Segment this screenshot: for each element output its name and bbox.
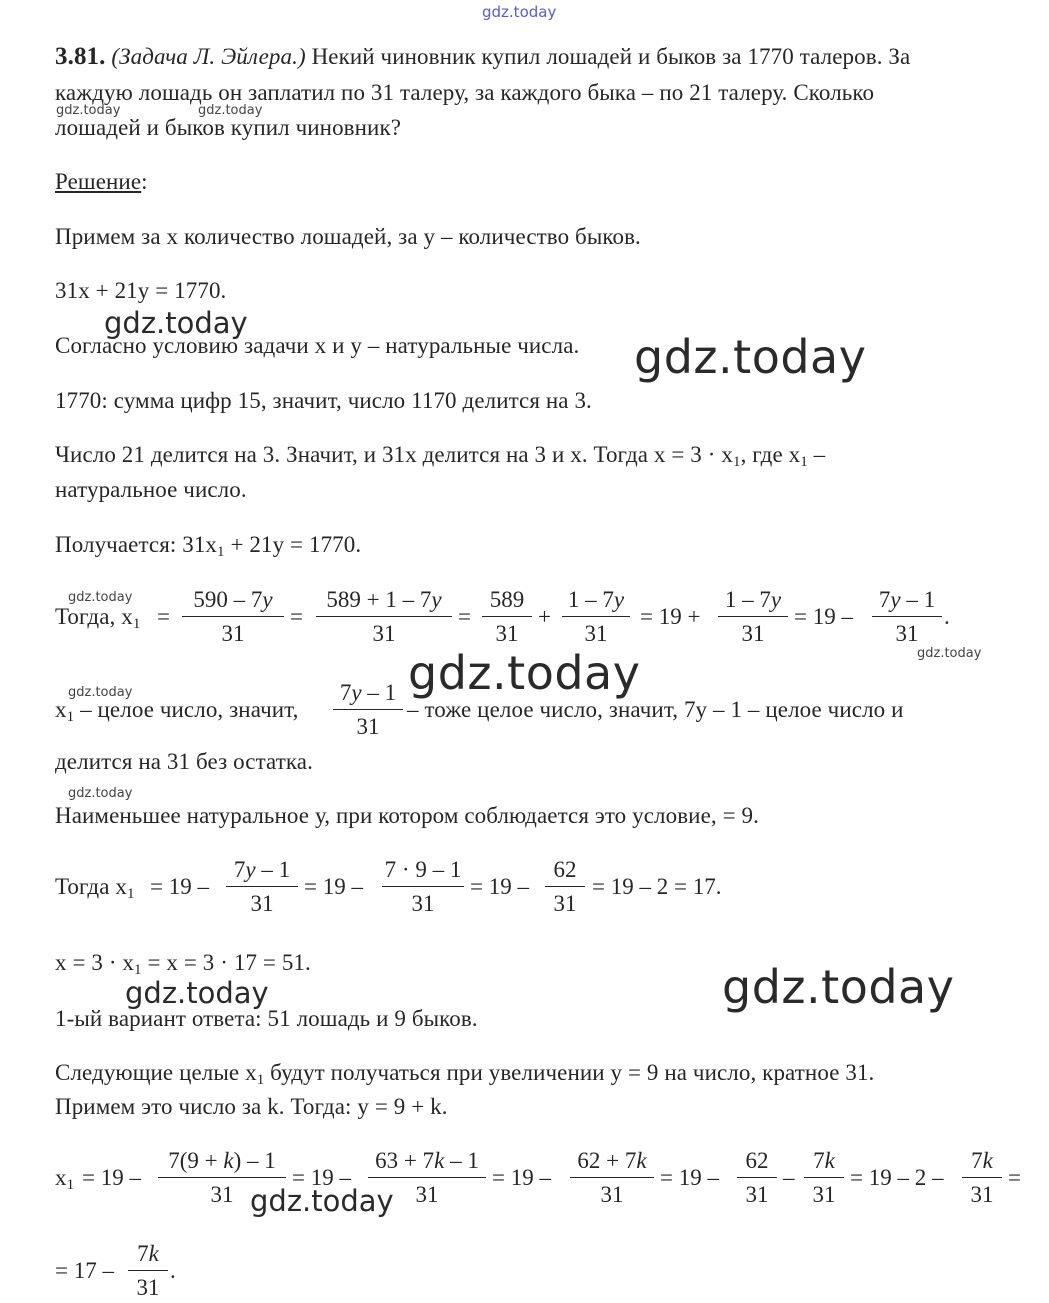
- solution-line-13: $х = 3 \cdot х_1 = х = 3 \cdot 17 = 51$.: [55, 950, 311, 978]
- solution-line-14: 1-ый вариант ответа: 51 лошадь и 9 быков.: [55, 1006, 478, 1031]
- eq3-pre: = 19 –: [150, 874, 209, 899]
- solution-heading: Решение:: [55, 169, 148, 194]
- watermark-big: gdz.today: [634, 330, 867, 384]
- solution-line-3: Согласно условию задачи х и у – натуральные числа.: [55, 333, 580, 358]
- eq1-fraction-4: 1 – 7y 31: [562, 587, 630, 647]
- watermark-medium: gdz.today: [104, 306, 248, 340]
- watermark-big: gdz.today: [722, 960, 955, 1014]
- eq4-mid2: = 19 –: [492, 1165, 551, 1190]
- watermark-top: gdz.today: [482, 3, 557, 21]
- problem-line-1: [55, 42, 910, 72]
- eq4-fraction-2: 63 + 7k – 1 31: [368, 1148, 486, 1208]
- eq4-pre: = 19 –: [82, 1165, 141, 1190]
- problem-number: 3.81.: [55, 43, 106, 70]
- solution-line-10: делится на 31 без остатка.: [55, 749, 313, 774]
- solution-line-7: Получается: $31х_1 + 21у = 1770$.: [55, 532, 362, 560]
- eq1-plus: +: [538, 604, 551, 629]
- eq5-period: .: [170, 1258, 176, 1283]
- solution-line-6: натуральное число.: [55, 477, 247, 502]
- eq3-label: Тогда $х_1$: [55, 874, 135, 902]
- eq1-equals-19-plus: = 19 +: [640, 604, 701, 629]
- watermark-small: gdz.today: [56, 103, 121, 118]
- problem-line-2: каждую лошадь он заплатил по 31 талеру, за каждого быка – по 21 талеру. Сколько: [55, 80, 875, 105]
- eq4-label: $х_1$: [55, 1165, 75, 1193]
- eq1-period: .: [944, 604, 950, 629]
- eq1-fraction-6: 7y – 1 31: [872, 587, 942, 647]
- eq1-fraction-2: 589 + 1 – 7y 31: [316, 587, 452, 647]
- eq3-fraction-3: 62 31: [545, 857, 585, 917]
- problem-text-1: Некий чиновник купил лошадей и быков за 1770 талеров. За: [311, 44, 911, 69]
- eq5-fraction: 7k 31: [128, 1241, 168, 1301]
- eq4-mid1: = 19 –: [292, 1165, 351, 1190]
- solution-line-9a: $х_1$ – целое число, значит,: [55, 697, 299, 725]
- solution-line-1: Примем за х количество лошадей, за у – количество быков.: [55, 224, 641, 249]
- watermark-big: gdz.today: [408, 646, 641, 700]
- eq4-fraction-4: 62 31: [737, 1148, 777, 1208]
- problem-source: (Задача Л. Эйлера.): [111, 44, 306, 69]
- solution-line-2: 31х + 21у = 1770.: [55, 278, 227, 303]
- watermark-medium: gdz.today: [125, 976, 269, 1010]
- watermark-small: gdz.today: [917, 646, 982, 661]
- eq1-fraction-5: 1 – 7y 31: [718, 587, 788, 647]
- watermark-small: gdz.today: [68, 786, 133, 801]
- solution-line-16: Примем это число за k. Тогда: у = 9 + k.: [55, 1094, 448, 1119]
- watermark-small: gdz.today: [68, 685, 133, 700]
- eq1-fraction-3: 589 31: [482, 587, 532, 647]
- eq5-pre: = 17 –: [55, 1258, 114, 1283]
- solution-line-4: 1770: сумма цифр 15, значит, число 1170 делится на 3.: [55, 388, 592, 413]
- eq1-label: Тогда, $х_1$: [55, 604, 141, 632]
- eq4-fraction-6: 7k 31: [962, 1148, 1002, 1208]
- eq4-fraction-3: 62 + 7k 31: [570, 1148, 654, 1208]
- eq4-mid4: = 19 – 2 –: [850, 1165, 944, 1190]
- watermark-small: gdz.today: [198, 103, 263, 118]
- eq3-fraction-2: 7 · 9 – 1 31: [382, 857, 464, 917]
- solution-line-11: Наименьшее натуральное у, при котором соблюдается это условие, = 9.: [55, 803, 759, 828]
- eq3-mid2: = 19 –: [470, 874, 529, 899]
- eq4-end: =: [1008, 1165, 1021, 1190]
- eq4-mid3: = 19 –: [660, 1165, 719, 1190]
- eq4-fraction-1: 7(9 + k) – 1 31: [158, 1148, 286, 1208]
- watermark-small: gdz.today: [68, 590, 133, 605]
- solution-line-9b: – тоже целое число, значит, 7у – 1 – целое число и: [407, 697, 904, 722]
- solution-line-15: Следующие целые $х_1$ будут получаться при увеличении у = 9 на число, кратное 31.: [55, 1060, 875, 1088]
- watermark-medium: gdz.today: [250, 1184, 394, 1218]
- eq4-fraction-5: 7k 31: [804, 1148, 844, 1208]
- eq2-fraction: 7y – 1 31: [333, 680, 403, 740]
- problem-line-3: лошадей и быков купил чиновник?: [55, 115, 402, 140]
- eq1-equals: =: [290, 604, 303, 629]
- eq1-equals-19-minus: = 19 –: [794, 604, 853, 629]
- eq3-result: = 19 – 2 = 17.: [592, 874, 722, 899]
- eq3-fraction-1: 7y – 1 31: [226, 857, 298, 917]
- eq1-equals: =: [458, 604, 471, 629]
- eq1-equals: =: [157, 604, 170, 629]
- eq1-fraction-1: 590 – 7y 31: [182, 587, 284, 647]
- solution-line-5: Число 21 делится на 3. Значит, и 31х делится на 3 и х. Тогда $х = 3 \cdot х_1$, где $х_1$ –: [55, 442, 826, 470]
- eq3-mid1: = 19 –: [304, 874, 363, 899]
- eq4-minus: –: [783, 1165, 795, 1190]
